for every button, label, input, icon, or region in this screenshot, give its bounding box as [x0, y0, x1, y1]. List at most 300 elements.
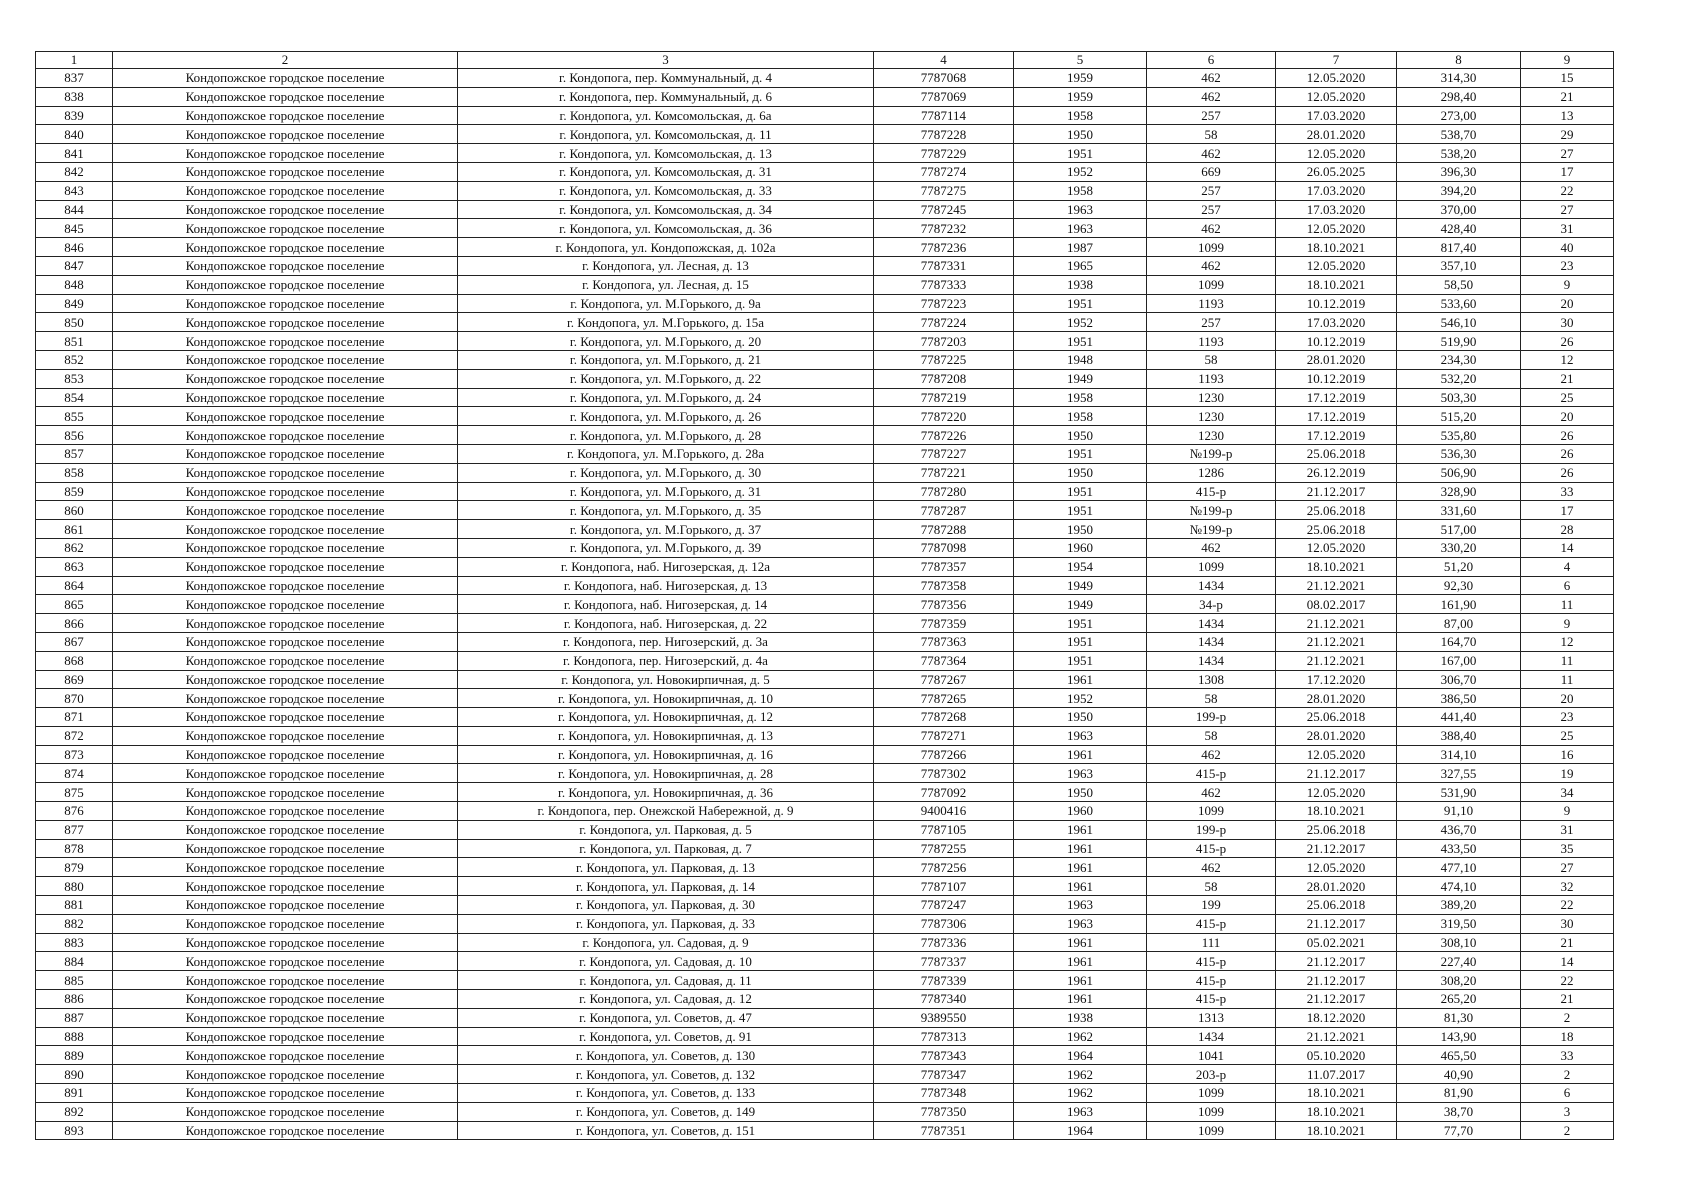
count-cell: 14 — [1521, 538, 1614, 557]
date-cell: 12.05.2020 — [1276, 219, 1397, 238]
code-cell: 7787336 — [874, 933, 1014, 952]
settlement-cell: Кондопожское городское поселение — [113, 125, 458, 144]
year-cell: 1963 — [1014, 896, 1147, 915]
row-number-cell: 889 — [36, 1046, 113, 1065]
settlement-cell: Кондопожское городское поселение — [113, 444, 458, 463]
year-cell: 1960 — [1014, 538, 1147, 557]
doc-number-cell: 34-р — [1147, 595, 1276, 614]
area-cell: 227,40 — [1397, 952, 1521, 971]
year-cell: 1961 — [1014, 839, 1147, 858]
count-cell: 17 — [1521, 162, 1614, 181]
table-row — [36, 238, 1614, 257]
code-cell: 7787356 — [874, 595, 1014, 614]
settlement-cell: Кондопожское городское поселение — [113, 651, 458, 670]
row-number-cell: 849 — [36, 294, 113, 313]
area-cell: 546,10 — [1397, 313, 1521, 332]
year-cell: 1963 — [1014, 219, 1147, 238]
count-cell: 27 — [1521, 200, 1614, 219]
settlement-cell: Кондопожское городское поселение — [113, 877, 458, 896]
date-cell: 18.10.2021 — [1276, 275, 1397, 294]
count-cell: 14 — [1521, 952, 1614, 971]
settlement-cell: Кондопожское городское поселение — [113, 764, 458, 783]
doc-number-cell: 462 — [1147, 69, 1276, 88]
doc-number-cell: 415-р — [1147, 971, 1276, 990]
table-row — [36, 783, 1614, 802]
table-row — [36, 407, 1614, 426]
table-row — [36, 219, 1614, 238]
year-cell: 1951 — [1014, 651, 1147, 670]
date-cell: 21.12.2017 — [1276, 971, 1397, 990]
year-cell: 1961 — [1014, 990, 1147, 1009]
doc-number-cell: 669 — [1147, 162, 1276, 181]
row-number-cell: 876 — [36, 802, 113, 821]
address-cell: г. Кондопога, ул. Садовая, д. 11 — [458, 971, 874, 990]
row-number-cell: 855 — [36, 407, 113, 426]
doc-number-cell: 415-р — [1147, 952, 1276, 971]
settlement-cell: Кондопожское городское поселение — [113, 369, 458, 388]
settlement-cell: Кондопожское городское поселение — [113, 256, 458, 275]
address-cell: г. Кондопога, ул. М.Горького, д. 31 — [458, 482, 874, 501]
address-cell: г. Кондопога, ул. Садовая, д. 12 — [458, 990, 874, 1009]
date-cell: 18.10.2021 — [1276, 802, 1397, 821]
date-cell: 17.03.2020 — [1276, 200, 1397, 219]
year-cell: 1959 — [1014, 69, 1147, 88]
count-cell: 16 — [1521, 745, 1614, 764]
doc-number-cell: 1286 — [1147, 463, 1276, 482]
table-row — [36, 689, 1614, 708]
table-row — [36, 896, 1614, 915]
doc-number-cell: 58 — [1147, 350, 1276, 369]
row-number-cell: 875 — [36, 783, 113, 802]
count-cell: 6 — [1521, 1084, 1614, 1103]
year-cell: 1951 — [1014, 294, 1147, 313]
table-row — [36, 820, 1614, 839]
row-number-cell: 842 — [36, 162, 113, 181]
code-cell: 7787313 — [874, 1027, 1014, 1046]
code-cell: 7787343 — [874, 1046, 1014, 1065]
year-cell: 1963 — [1014, 726, 1147, 745]
header-cell: 3 — [458, 52, 874, 69]
row-number-cell: 882 — [36, 914, 113, 933]
settlement-cell: Кондопожское городское поселение — [113, 520, 458, 539]
row-number-cell: 890 — [36, 1065, 113, 1084]
doc-number-cell: 462 — [1147, 219, 1276, 238]
year-cell: 1964 — [1014, 1046, 1147, 1065]
settlement-cell: Кондопожское городское поселение — [113, 689, 458, 708]
count-cell: 26 — [1521, 332, 1614, 351]
doc-number-cell: 1099 — [1147, 238, 1276, 257]
doc-number-cell: 1193 — [1147, 332, 1276, 351]
row-number-cell: 884 — [36, 952, 113, 971]
area-cell: 298,40 — [1397, 87, 1521, 106]
row-number-cell: 865 — [36, 595, 113, 614]
year-cell: 1961 — [1014, 952, 1147, 971]
table-row — [36, 933, 1614, 952]
doc-number-cell: 1099 — [1147, 1121, 1276, 1140]
table-row — [36, 463, 1614, 482]
count-cell: 33 — [1521, 1046, 1614, 1065]
row-number-cell: 873 — [36, 745, 113, 764]
date-cell: 21.12.2017 — [1276, 914, 1397, 933]
year-cell: 1964 — [1014, 1121, 1147, 1140]
code-cell: 7787359 — [874, 614, 1014, 633]
row-number-cell: 856 — [36, 426, 113, 445]
doc-number-cell: 1099 — [1147, 557, 1276, 576]
table-row — [36, 332, 1614, 351]
date-cell: 12.05.2020 — [1276, 69, 1397, 88]
doc-number-cell: 1308 — [1147, 670, 1276, 689]
table-row — [36, 670, 1614, 689]
settlement-cell: Кондопожское городское поселение — [113, 144, 458, 163]
count-cell: 26 — [1521, 426, 1614, 445]
year-cell: 1965 — [1014, 256, 1147, 275]
row-number-cell: 870 — [36, 689, 113, 708]
count-cell: 9 — [1521, 275, 1614, 294]
count-cell: 27 — [1521, 144, 1614, 163]
year-cell: 1950 — [1014, 783, 1147, 802]
code-cell: 7787223 — [874, 294, 1014, 313]
year-cell: 1950 — [1014, 426, 1147, 445]
settlement-cell: Кондопожское городское поселение — [113, 632, 458, 651]
settlement-cell: Кондопожское городское поселение — [113, 1046, 458, 1065]
date-cell: 12.05.2020 — [1276, 745, 1397, 764]
code-cell: 7787364 — [874, 651, 1014, 670]
doc-number-cell: 462 — [1147, 144, 1276, 163]
doc-number-cell: 203-р — [1147, 1065, 1276, 1084]
date-cell: 12.05.2020 — [1276, 144, 1397, 163]
year-cell: 1951 — [1014, 144, 1147, 163]
row-number-cell: 867 — [36, 632, 113, 651]
year-cell: 1963 — [1014, 764, 1147, 783]
count-cell: 33 — [1521, 482, 1614, 501]
doc-number-cell: 257 — [1147, 106, 1276, 125]
year-cell: 1952 — [1014, 689, 1147, 708]
address-cell: г. Кондопога, ул. Комсомольская, д. 34 — [458, 200, 874, 219]
area-cell: 308,10 — [1397, 933, 1521, 952]
doc-number-cell: 257 — [1147, 200, 1276, 219]
code-cell: 7787227 — [874, 444, 1014, 463]
count-cell: 2 — [1521, 1008, 1614, 1027]
code-cell: 7787340 — [874, 990, 1014, 1009]
date-cell: 10.12.2019 — [1276, 332, 1397, 351]
date-cell: 17.12.2019 — [1276, 407, 1397, 426]
count-cell: 29 — [1521, 125, 1614, 144]
doc-number-cell: 199 — [1147, 896, 1276, 915]
settlement-cell: Кондопожское городское поселение — [113, 87, 458, 106]
count-cell: 17 — [1521, 501, 1614, 520]
count-cell: 31 — [1521, 219, 1614, 238]
date-cell: 25.06.2018 — [1276, 896, 1397, 915]
address-cell: г. Кондопога, ул. Комсомольская, д. 31 — [458, 162, 874, 181]
settlement-cell: Кондопожское городское поселение — [113, 971, 458, 990]
code-cell: 7787105 — [874, 820, 1014, 839]
row-number-cell: 853 — [36, 369, 113, 388]
address-cell: г. Кондопога, наб. Нигозерская, д. 14 — [458, 595, 874, 614]
settlement-cell: Кондопожское городское поселение — [113, 802, 458, 821]
count-cell: 20 — [1521, 407, 1614, 426]
address-cell: г. Кондопога, ул. Новокирпичная, д. 36 — [458, 783, 874, 802]
date-cell: 28.01.2020 — [1276, 350, 1397, 369]
area-cell: 167,00 — [1397, 651, 1521, 670]
table-row — [36, 294, 1614, 313]
doc-number-cell: 58 — [1147, 726, 1276, 745]
code-cell: 7787333 — [874, 275, 1014, 294]
count-cell: 26 — [1521, 463, 1614, 482]
row-number-cell: 863 — [36, 557, 113, 576]
address-cell: г. Кондопога, ул. М.Горького, д. 26 — [458, 407, 874, 426]
table-row — [36, 69, 1614, 88]
address-cell: г. Кондопога, ул. Парковая, д. 30 — [458, 896, 874, 915]
area-cell: 161,90 — [1397, 595, 1521, 614]
code-cell: 7787348 — [874, 1084, 1014, 1103]
count-cell: 21 — [1521, 87, 1614, 106]
year-cell: 1949 — [1014, 369, 1147, 388]
year-cell: 1963 — [1014, 1102, 1147, 1121]
doc-number-cell: 415-р — [1147, 839, 1276, 858]
count-cell: 12 — [1521, 632, 1614, 651]
row-number-cell: 846 — [36, 238, 113, 257]
doc-number-cell: 1434 — [1147, 632, 1276, 651]
address-cell: г. Кондопога, ул. Комсомольская, д. 11 — [458, 125, 874, 144]
table-row — [36, 708, 1614, 727]
doc-number-cell: 415-р — [1147, 764, 1276, 783]
address-cell: г. Кондопога, ул. Парковая, д. 5 — [458, 820, 874, 839]
year-cell: 1938 — [1014, 1008, 1147, 1027]
doc-number-cell: 1041 — [1147, 1046, 1276, 1065]
row-number-cell: 868 — [36, 651, 113, 670]
date-cell: 25.06.2018 — [1276, 444, 1397, 463]
date-cell: 12.05.2020 — [1276, 256, 1397, 275]
code-cell: 7787357 — [874, 557, 1014, 576]
table-row — [36, 877, 1614, 896]
year-cell: 1950 — [1014, 520, 1147, 539]
area-cell: 503,30 — [1397, 388, 1521, 407]
doc-number-cell: 462 — [1147, 256, 1276, 275]
count-cell: 27 — [1521, 858, 1614, 877]
date-cell: 12.05.2020 — [1276, 87, 1397, 106]
row-number-cell: 847 — [36, 256, 113, 275]
row-number-cell: 852 — [36, 350, 113, 369]
row-number-cell: 843 — [36, 181, 113, 200]
count-cell: 9 — [1521, 802, 1614, 821]
table-row — [36, 144, 1614, 163]
year-cell: 1962 — [1014, 1027, 1147, 1046]
year-cell: 1961 — [1014, 745, 1147, 764]
doc-number-cell: 1230 — [1147, 407, 1276, 426]
area-cell: 474,10 — [1397, 877, 1521, 896]
area-cell: 519,90 — [1397, 332, 1521, 351]
year-cell: 1948 — [1014, 350, 1147, 369]
row-number-cell: 877 — [36, 820, 113, 839]
doc-number-cell: №199-р — [1147, 501, 1276, 520]
address-cell: г. Кондопога, пер. Нигозерский, д. 3а — [458, 632, 874, 651]
settlement-cell: Кондопожское городское поселение — [113, 200, 458, 219]
table-row — [36, 990, 1614, 1009]
date-cell: 08.02.2017 — [1276, 595, 1397, 614]
address-cell: г. Кондопога, ул. М.Горького, д. 22 — [458, 369, 874, 388]
address-cell: г. Кондопога, ул. Комсомольская, д. 13 — [458, 144, 874, 163]
settlement-cell: Кондопожское городское поселение — [113, 595, 458, 614]
settlement-cell: Кондопожское городское поселение — [113, 407, 458, 426]
date-cell: 21.12.2017 — [1276, 482, 1397, 501]
area-cell: 273,00 — [1397, 106, 1521, 125]
area-cell: 532,20 — [1397, 369, 1521, 388]
address-cell: г. Кондопога, ул. Советов, д. 47 — [458, 1008, 874, 1027]
table-row — [36, 914, 1614, 933]
header-cell: 1 — [36, 52, 113, 69]
header-cell: 8 — [1397, 52, 1521, 69]
year-cell: 1987 — [1014, 238, 1147, 257]
date-cell: 17.12.2019 — [1276, 426, 1397, 445]
doc-number-cell: 1434 — [1147, 614, 1276, 633]
area-cell: 394,20 — [1397, 181, 1521, 200]
code-cell: 7787203 — [874, 332, 1014, 351]
area-cell: 538,70 — [1397, 125, 1521, 144]
table-row — [36, 632, 1614, 651]
settlement-cell: Кондопожское городское поселение — [113, 238, 458, 257]
row-number-cell: 840 — [36, 125, 113, 144]
area-cell: 314,10 — [1397, 745, 1521, 764]
settlement-cell: Кондопожское городское поселение — [113, 914, 458, 933]
address-cell: г. Кондопога, ул. М.Горького, д. 21 — [458, 350, 874, 369]
code-cell: 7787275 — [874, 181, 1014, 200]
table-row — [36, 1027, 1614, 1046]
area-cell: 330,20 — [1397, 538, 1521, 557]
doc-number-cell: 415-р — [1147, 482, 1276, 501]
count-cell: 28 — [1521, 520, 1614, 539]
address-cell: г. Кондопога, ул. Советов, д. 130 — [458, 1046, 874, 1065]
area-cell: 357,10 — [1397, 256, 1521, 275]
date-cell: 21.12.2017 — [1276, 839, 1397, 858]
count-cell: 25 — [1521, 388, 1614, 407]
table-row — [36, 839, 1614, 858]
date-cell: 21.12.2017 — [1276, 990, 1397, 1009]
address-cell: г. Кондопога, ул. Советов, д. 151 — [458, 1121, 874, 1140]
date-cell: 12.05.2020 — [1276, 858, 1397, 877]
date-cell: 28.01.2020 — [1276, 877, 1397, 896]
settlement-cell: Кондопожское городское поселение — [113, 294, 458, 313]
area-cell: 441,40 — [1397, 708, 1521, 727]
date-cell: 25.06.2018 — [1276, 708, 1397, 727]
date-cell: 28.01.2020 — [1276, 726, 1397, 745]
settlement-cell: Кондопожское городское поселение — [113, 952, 458, 971]
doc-number-cell: 199-р — [1147, 820, 1276, 839]
code-cell: 7787287 — [874, 501, 1014, 520]
address-cell: г. Кондопога, ул. Советов, д. 91 — [458, 1027, 874, 1046]
code-cell: 7787236 — [874, 238, 1014, 257]
doc-number-cell: 257 — [1147, 313, 1276, 332]
address-cell: г. Кондопога, ул. Парковая, д. 13 — [458, 858, 874, 877]
date-cell: 25.06.2018 — [1276, 520, 1397, 539]
area-cell: 535,80 — [1397, 426, 1521, 445]
address-cell: г. Кондопога, ул. Лесная, д. 15 — [458, 275, 874, 294]
year-cell: 1961 — [1014, 933, 1147, 952]
address-cell: г. Кондопога, ул. Садовая, д. 9 — [458, 933, 874, 952]
row-number-cell: 887 — [36, 1008, 113, 1027]
row-number-cell: 848 — [36, 275, 113, 294]
doc-number-cell: 415-р — [1147, 914, 1276, 933]
year-cell: 1954 — [1014, 557, 1147, 576]
count-cell: 2 — [1521, 1121, 1614, 1140]
doc-number-cell: 111 — [1147, 933, 1276, 952]
row-number-cell: 891 — [36, 1084, 113, 1103]
row-number-cell: 858 — [36, 463, 113, 482]
settlement-cell: Кондопожское городское поселение — [113, 783, 458, 802]
date-cell: 10.12.2019 — [1276, 369, 1397, 388]
count-cell: 40 — [1521, 238, 1614, 257]
code-cell: 7787229 — [874, 144, 1014, 163]
row-number-cell: 861 — [36, 520, 113, 539]
count-cell: 4 — [1521, 557, 1614, 576]
code-cell: 7787350 — [874, 1102, 1014, 1121]
code-cell: 7787306 — [874, 914, 1014, 933]
settlement-cell: Кондопожское городское поселение — [113, 388, 458, 407]
area-cell: 81,90 — [1397, 1084, 1521, 1103]
row-number-cell: 845 — [36, 219, 113, 238]
date-cell: 17.03.2020 — [1276, 106, 1397, 125]
code-cell: 7787226 — [874, 426, 1014, 445]
date-cell: 18.10.2021 — [1276, 1084, 1397, 1103]
address-cell: г. Кондопога, ул. Новокирпичная, д. 12 — [458, 708, 874, 727]
table-row — [36, 256, 1614, 275]
code-cell: 7787225 — [874, 350, 1014, 369]
address-cell: г. Кондопога, ул. Парковая, д. 33 — [458, 914, 874, 933]
area-cell: 517,00 — [1397, 520, 1521, 539]
year-cell: 1962 — [1014, 1065, 1147, 1084]
table-row — [36, 557, 1614, 576]
area-cell: 386,50 — [1397, 689, 1521, 708]
year-cell: 1961 — [1014, 670, 1147, 689]
code-cell: 9400416 — [874, 802, 1014, 821]
row-number-cell: 839 — [36, 106, 113, 125]
doc-number-cell: 1193 — [1147, 369, 1276, 388]
address-cell: г. Кондопога, ул. М.Горького, д. 20 — [458, 332, 874, 351]
year-cell: 1951 — [1014, 614, 1147, 633]
code-cell: 7787107 — [874, 877, 1014, 896]
count-cell: 22 — [1521, 896, 1614, 915]
code-cell: 7787255 — [874, 839, 1014, 858]
area-cell: 536,30 — [1397, 444, 1521, 463]
date-cell: 26.05.2025 — [1276, 162, 1397, 181]
area-cell: 91,10 — [1397, 802, 1521, 821]
row-number-cell: 893 — [36, 1121, 113, 1140]
year-cell: 1958 — [1014, 407, 1147, 426]
row-number-cell: 859 — [36, 482, 113, 501]
year-cell: 1961 — [1014, 971, 1147, 990]
row-number-cell: 850 — [36, 313, 113, 332]
table-row — [36, 614, 1614, 633]
year-cell: 1961 — [1014, 877, 1147, 896]
settlement-cell: Кондопожское городское поселение — [113, 557, 458, 576]
area-cell: 389,20 — [1397, 896, 1521, 915]
table-row — [36, 726, 1614, 745]
doc-number-cell: 462 — [1147, 858, 1276, 877]
row-number-cell: 885 — [36, 971, 113, 990]
code-cell: 7787219 — [874, 388, 1014, 407]
table-row — [36, 369, 1614, 388]
count-cell: 35 — [1521, 839, 1614, 858]
table-row — [36, 802, 1614, 821]
address-cell: г. Кондопога, ул. Парковая, д. 14 — [458, 877, 874, 896]
row-number-cell: 860 — [36, 501, 113, 520]
year-cell: 1951 — [1014, 501, 1147, 520]
code-cell: 7787280 — [874, 482, 1014, 501]
address-cell: г. Кондопога, ул. Новокирпичная, д. 5 — [458, 670, 874, 689]
year-cell: 1949 — [1014, 576, 1147, 595]
code-cell: 7787288 — [874, 520, 1014, 539]
row-number-cell: 857 — [36, 444, 113, 463]
address-cell: г. Кондопога, ул. Лесная, д. 13 — [458, 256, 874, 275]
